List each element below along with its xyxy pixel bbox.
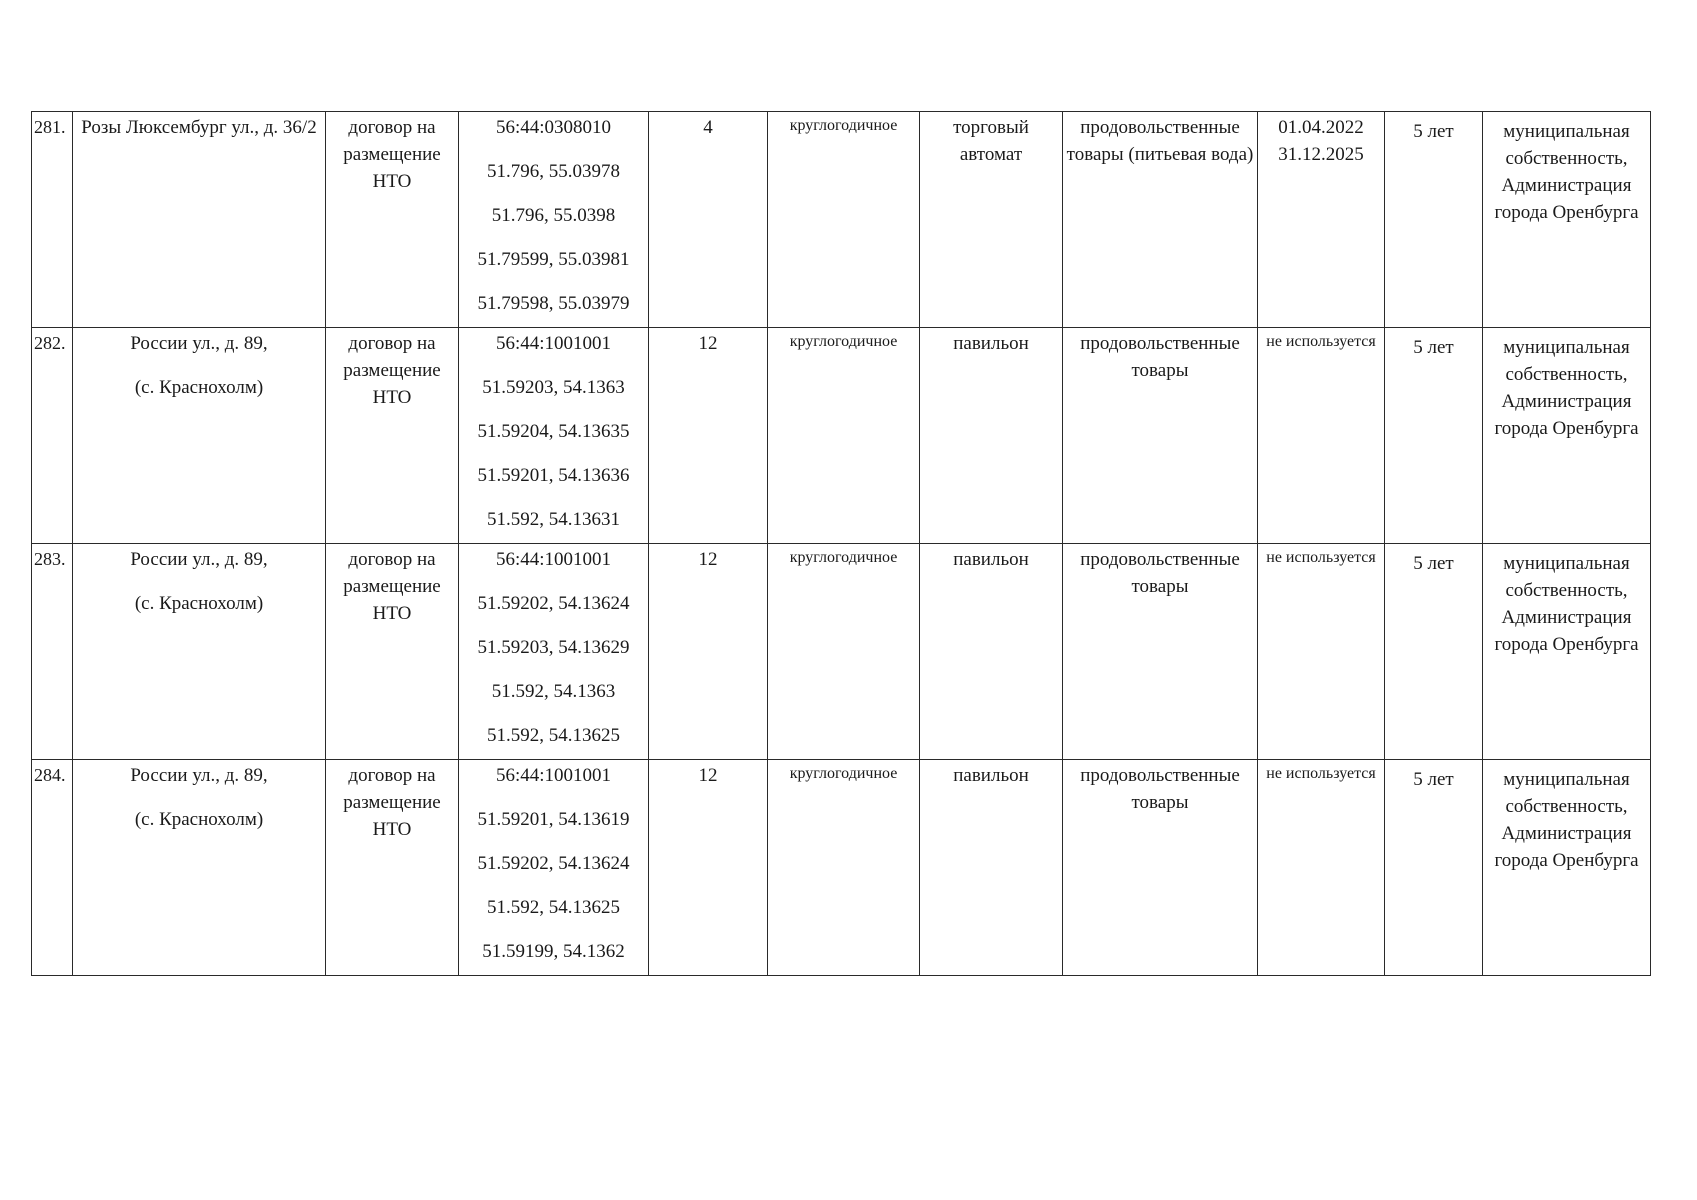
operation-period: круглогодичное bbox=[789, 765, 898, 782]
coordinate-pair: 51.59199, 54.1362 bbox=[482, 941, 625, 962]
goods-cell bbox=[1063, 760, 1258, 976]
row-number: 284. bbox=[34, 765, 66, 785]
period-cell bbox=[768, 328, 920, 544]
address-line: Розы Люксембург ул., д. 36/2 bbox=[81, 117, 317, 138]
area-cell bbox=[649, 328, 768, 544]
period-cell bbox=[768, 760, 920, 976]
land-owner: муниципальная собственность, Администрация города Оренбурга bbox=[1494, 337, 1639, 439]
date-value: не используется bbox=[1266, 549, 1376, 566]
area-value: 12 bbox=[698, 549, 718, 570]
coordinate-pair: 51.59201, 54.13619 bbox=[477, 809, 630, 830]
address-line: (с. Краснохолм) bbox=[134, 809, 264, 830]
coordinate-pair: 51.79599, 55.03981 bbox=[477, 249, 630, 270]
goods-specialization: продовольственные товары (питьевая вода) bbox=[1066, 117, 1254, 165]
cadastral-number: 56:44:1001001 bbox=[495, 549, 612, 570]
object-type-cell bbox=[920, 328, 1063, 544]
coordinate-pair: 51.592, 54.1363 bbox=[491, 681, 616, 702]
basis-cell bbox=[326, 328, 459, 544]
row-number: 283. bbox=[34, 549, 66, 569]
address-cell bbox=[73, 760, 326, 976]
cadastral-number: 56:44:1001001 bbox=[495, 765, 612, 786]
goods-specialization: продовольственные товары bbox=[1080, 333, 1240, 381]
area-value: 12 bbox=[698, 333, 718, 354]
table-row bbox=[32, 112, 1651, 328]
row-number: 282. bbox=[34, 333, 66, 353]
period-cell bbox=[768, 544, 920, 760]
address-line: (с. Краснохолм) bbox=[134, 377, 264, 398]
goods-cell bbox=[1063, 112, 1258, 328]
row-number: 281. bbox=[34, 117, 66, 137]
coordinate-pair: 51.59203, 54.1363 bbox=[482, 377, 625, 398]
address-cell bbox=[73, 112, 326, 328]
area-cell bbox=[649, 112, 768, 328]
table-body bbox=[32, 112, 1651, 976]
row-number-cell bbox=[32, 328, 73, 544]
term-cell bbox=[1385, 760, 1483, 976]
coordinates-cell bbox=[459, 328, 649, 544]
basis-cell bbox=[326, 112, 459, 328]
land-owner: муниципальная собственность, Администрация города Оренбурга bbox=[1494, 769, 1639, 871]
address-line: России ул., д. 89, bbox=[130, 765, 268, 786]
date-value: 31.12.2025 bbox=[1278, 144, 1364, 165]
address-cell bbox=[73, 328, 326, 544]
owner-cell bbox=[1483, 328, 1651, 544]
period-cell bbox=[768, 112, 920, 328]
term-cell bbox=[1385, 112, 1483, 328]
table-row bbox=[32, 760, 1651, 976]
coordinate-pair: 51.796, 55.0398 bbox=[491, 205, 616, 226]
coordinates-cell bbox=[459, 112, 649, 328]
placement-basis: договор на размещение НТО bbox=[343, 765, 441, 840]
nto-placement-table bbox=[31, 111, 1651, 976]
land-owner: муниципальная собственность, Администрация города Оренбурга bbox=[1494, 553, 1639, 655]
coordinates-cell bbox=[459, 544, 649, 760]
coordinate-pair: 51.59202, 54.13624 bbox=[477, 853, 630, 874]
object-type: павильон bbox=[953, 333, 1029, 354]
object-type-cell bbox=[920, 760, 1063, 976]
term-cell bbox=[1385, 328, 1483, 544]
goods-specialization: продовольственные товары bbox=[1080, 765, 1240, 813]
dates-cell bbox=[1258, 760, 1385, 976]
coordinates-cell bbox=[459, 760, 649, 976]
placement-basis: договор на размещение НТО bbox=[343, 549, 441, 624]
object-type-cell bbox=[920, 544, 1063, 760]
table-row bbox=[32, 544, 1651, 760]
address-line: России ул., д. 89, bbox=[130, 549, 268, 570]
coordinate-pair: 51.59204, 54.13635 bbox=[477, 421, 630, 442]
placement-term: 5 лет bbox=[1413, 337, 1454, 358]
address-cell bbox=[73, 544, 326, 760]
operation-period: круглогодичное bbox=[789, 333, 898, 350]
owner-cell bbox=[1483, 544, 1651, 760]
address-line: России ул., д. 89, bbox=[130, 333, 268, 354]
coordinate-pair: 51.79598, 55.03979 bbox=[477, 293, 630, 314]
placement-term: 5 лет bbox=[1413, 121, 1454, 142]
cadastral-number: 56:44:0308010 bbox=[495, 117, 612, 138]
coordinate-pair: 51.59201, 54.13636 bbox=[477, 465, 630, 486]
placement-term: 5 лет bbox=[1413, 553, 1454, 574]
coordinate-pair: 51.592, 54.13625 bbox=[487, 897, 620, 918]
operation-period: круглогодичное bbox=[789, 549, 898, 566]
date-value: не используется bbox=[1266, 765, 1376, 782]
object-type-cell bbox=[920, 112, 1063, 328]
object-type: павильон bbox=[953, 765, 1029, 786]
placement-basis: договор на размещение НТО bbox=[343, 117, 441, 192]
goods-specialization: продовольственные товары bbox=[1080, 549, 1240, 597]
coordinate-pair: 51.592, 54.13625 bbox=[487, 725, 620, 746]
goods-cell bbox=[1063, 544, 1258, 760]
operation-period: круглогодичное bbox=[789, 117, 898, 134]
row-number-cell bbox=[32, 112, 73, 328]
term-cell bbox=[1385, 544, 1483, 760]
owner-cell bbox=[1483, 112, 1651, 328]
coordinate-pair: 51.796, 55.03978 bbox=[487, 161, 620, 182]
owner-cell bbox=[1483, 760, 1651, 976]
goods-cell bbox=[1063, 328, 1258, 544]
dates-cell bbox=[1258, 544, 1385, 760]
area-cell bbox=[649, 544, 768, 760]
cadastral-number: 56:44:1001001 bbox=[495, 333, 612, 354]
address-line: (с. Краснохолм) bbox=[134, 593, 264, 614]
table-row bbox=[32, 328, 1651, 544]
date-value: не используется bbox=[1266, 333, 1376, 350]
dates-cell bbox=[1258, 112, 1385, 328]
area-cell bbox=[649, 760, 768, 976]
object-type: торговый автомат bbox=[953, 117, 1029, 165]
row-number-cell bbox=[32, 544, 73, 760]
placement-basis: договор на размещение НТО bbox=[343, 333, 441, 408]
basis-cell bbox=[326, 544, 459, 760]
area-value: 4 bbox=[703, 117, 713, 138]
basis-cell bbox=[326, 760, 459, 976]
area-value: 12 bbox=[698, 765, 718, 786]
date-value: 01.04.2022 bbox=[1278, 117, 1364, 138]
row-number-cell bbox=[32, 760, 73, 976]
placement-term: 5 лет bbox=[1413, 769, 1454, 790]
object-type: павильон bbox=[953, 549, 1029, 570]
coordinate-pair: 51.59203, 54.13629 bbox=[477, 637, 630, 658]
coordinate-pair: 51.592, 54.13631 bbox=[487, 509, 620, 530]
land-owner: муниципальная собственность, Администрация города Оренбурга bbox=[1494, 121, 1639, 223]
dates-cell bbox=[1258, 328, 1385, 544]
coordinate-pair: 51.59202, 54.13624 bbox=[477, 593, 630, 614]
